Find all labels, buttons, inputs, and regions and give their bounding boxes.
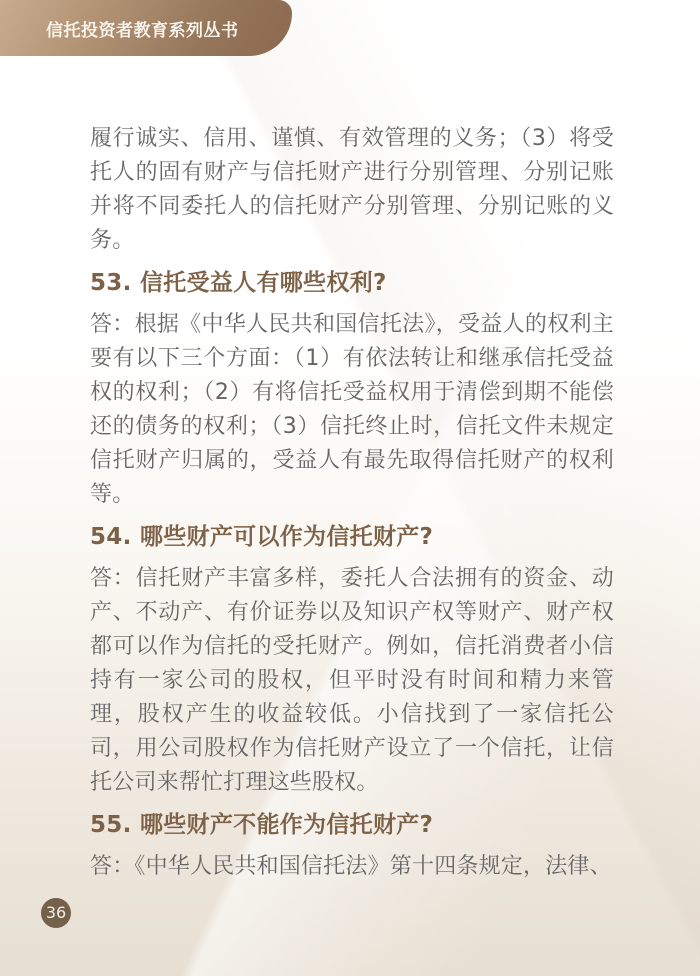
page-number-badge bbox=[41, 898, 71, 928]
answer-54-paragraph: 答：信托财产丰富多样，委托人合法拥有的资金、动产、不动产、有价证券以及知识产权等财产、财产权都可以作为信托的受托财产。例如，信托消费者小信持有一家公司的股权，但平时没有时间和精力来管理，股权产生的收益较低。小信找到了一家信托公司，用公司股权作为信托财产设立了一个信托，让信托公司来帮忙打理这些股权。 bbox=[90, 566, 614, 795]
series-banner bbox=[0, 0, 292, 56]
page-content bbox=[90, 122, 614, 893]
qa-section-54 bbox=[90, 521, 614, 800]
qa-section-55 bbox=[90, 809, 614, 884]
answer-53-paragraph: 答：根据《中华人民共和国信托法》，受益人的权利主要有以下三个方面：（1）有依法转让和继承信托受益权的权利；（2）有将信托受益权用于清偿到期不能偿还的债务的权利；（3）信托终止时，信托文件未规定信托财产归属的，受益人有最先取得信托财产的权利等。 bbox=[90, 312, 614, 507]
question-53-heading: 53. 信托受益人有哪些权利? bbox=[90, 270, 387, 296]
series-title: 信托投资者教育系列丛书 bbox=[46, 20, 239, 41]
qa-section-53 bbox=[90, 267, 614, 512]
paragraph-continuation: 履行诚实、信用、谨慎、有效管理的义务；（3）将受托人的固有财产与信托财产进行分别管理、分别记账并将不同委托人的信托财产分别管理、分别记账的义务。 bbox=[90, 126, 614, 253]
question-55-heading: 55. 哪些财产不能作为信托财产? bbox=[90, 812, 434, 838]
answer-55-paragraph: 答：《中华人民共和国信托法》第十四条规定，法律、 bbox=[90, 854, 612, 879]
question-54-heading: 54. 哪些财产可以作为信托财产? bbox=[90, 524, 434, 550]
page-number: 36 bbox=[45, 903, 67, 922]
